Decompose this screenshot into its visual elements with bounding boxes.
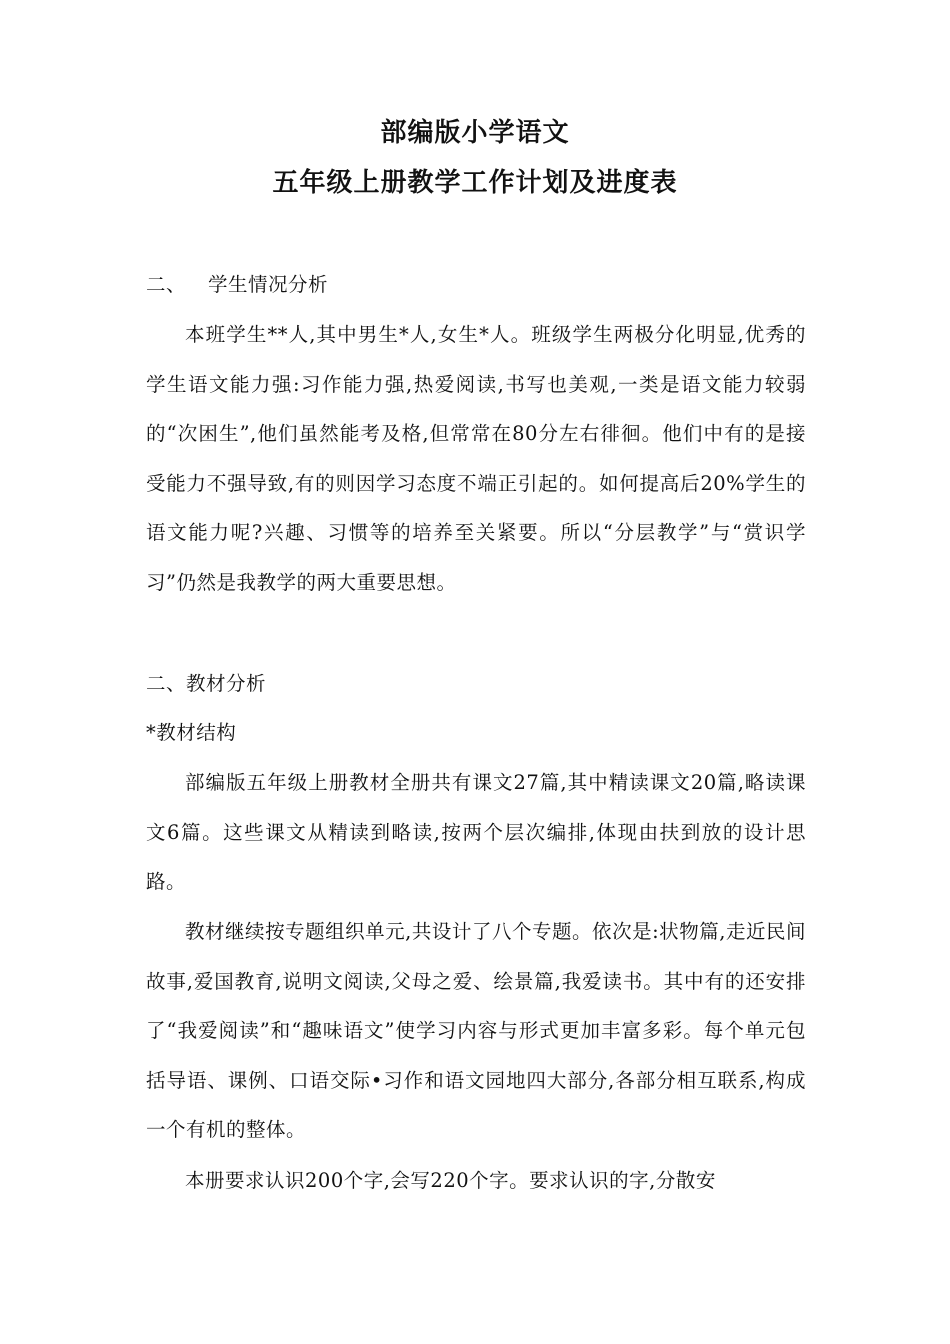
section1-heading-text: 学生情况分析 <box>208 273 329 296</box>
section1-number: 二、 <box>146 273 187 296</box>
textbook-structure-paragraph1: 部编版五年级上册教材全册共有课文27篇,其中精读课文20篇,略读课文6篇。这些课文从精读到略读,按两个层次编排,体现由扶到放的设计思路。 <box>146 771 806 893</box>
section2-heading: 二、教材分析 <box>146 672 267 695</box>
section1-heading <box>146 260 328 310</box>
document-title-line1: 部编版小学语文 <box>380 118 570 148</box>
document-title-line2: 五年级上册教学工作计划及进度表 <box>272 168 678 198</box>
textbook-structure-paragraph3: 本册要求认识200个字,会写220个字。要求认识的字,分散安 <box>185 1169 716 1192</box>
student-analysis-paragraph: 本班学生**人,其中男生*人,女生*人。班级学生两极分化明显,优秀的学生语文能力强:习作能力强,热爱阅读,书写也美观,一类是语文能力较弱的“次困生”,他们虽然能考及格,但常常在80分左右徘徊。他们中有的是接受能力不强导致,有的则因学习态度不端正引起的。如何提高后20%学生的语文能力呢?兴趣、习惯等的培养至关紧要。所以“分层教学”与“赏识学习”仍然是我教学的两大重要思想。 <box>146 323 806 594</box>
section2-subheading: *教材结构 <box>146 721 237 744</box>
textbook-structure-paragraph2: 教材继续按专题组织单元,共设计了八个专题。依次是:状物篇,走近民间故事,爱国教育,说明文阅读,父母之爱、绘景篇,我爱读书。其中有的还安排了“我爱阅读”和“趣味语文”使学习内容与形式更加丰富多彩。每个单元包括导语、课例、口语交际•习作和语文园地四大部分,各部分相互联系,构成一个有机的整体。 <box>146 920 806 1141</box>
